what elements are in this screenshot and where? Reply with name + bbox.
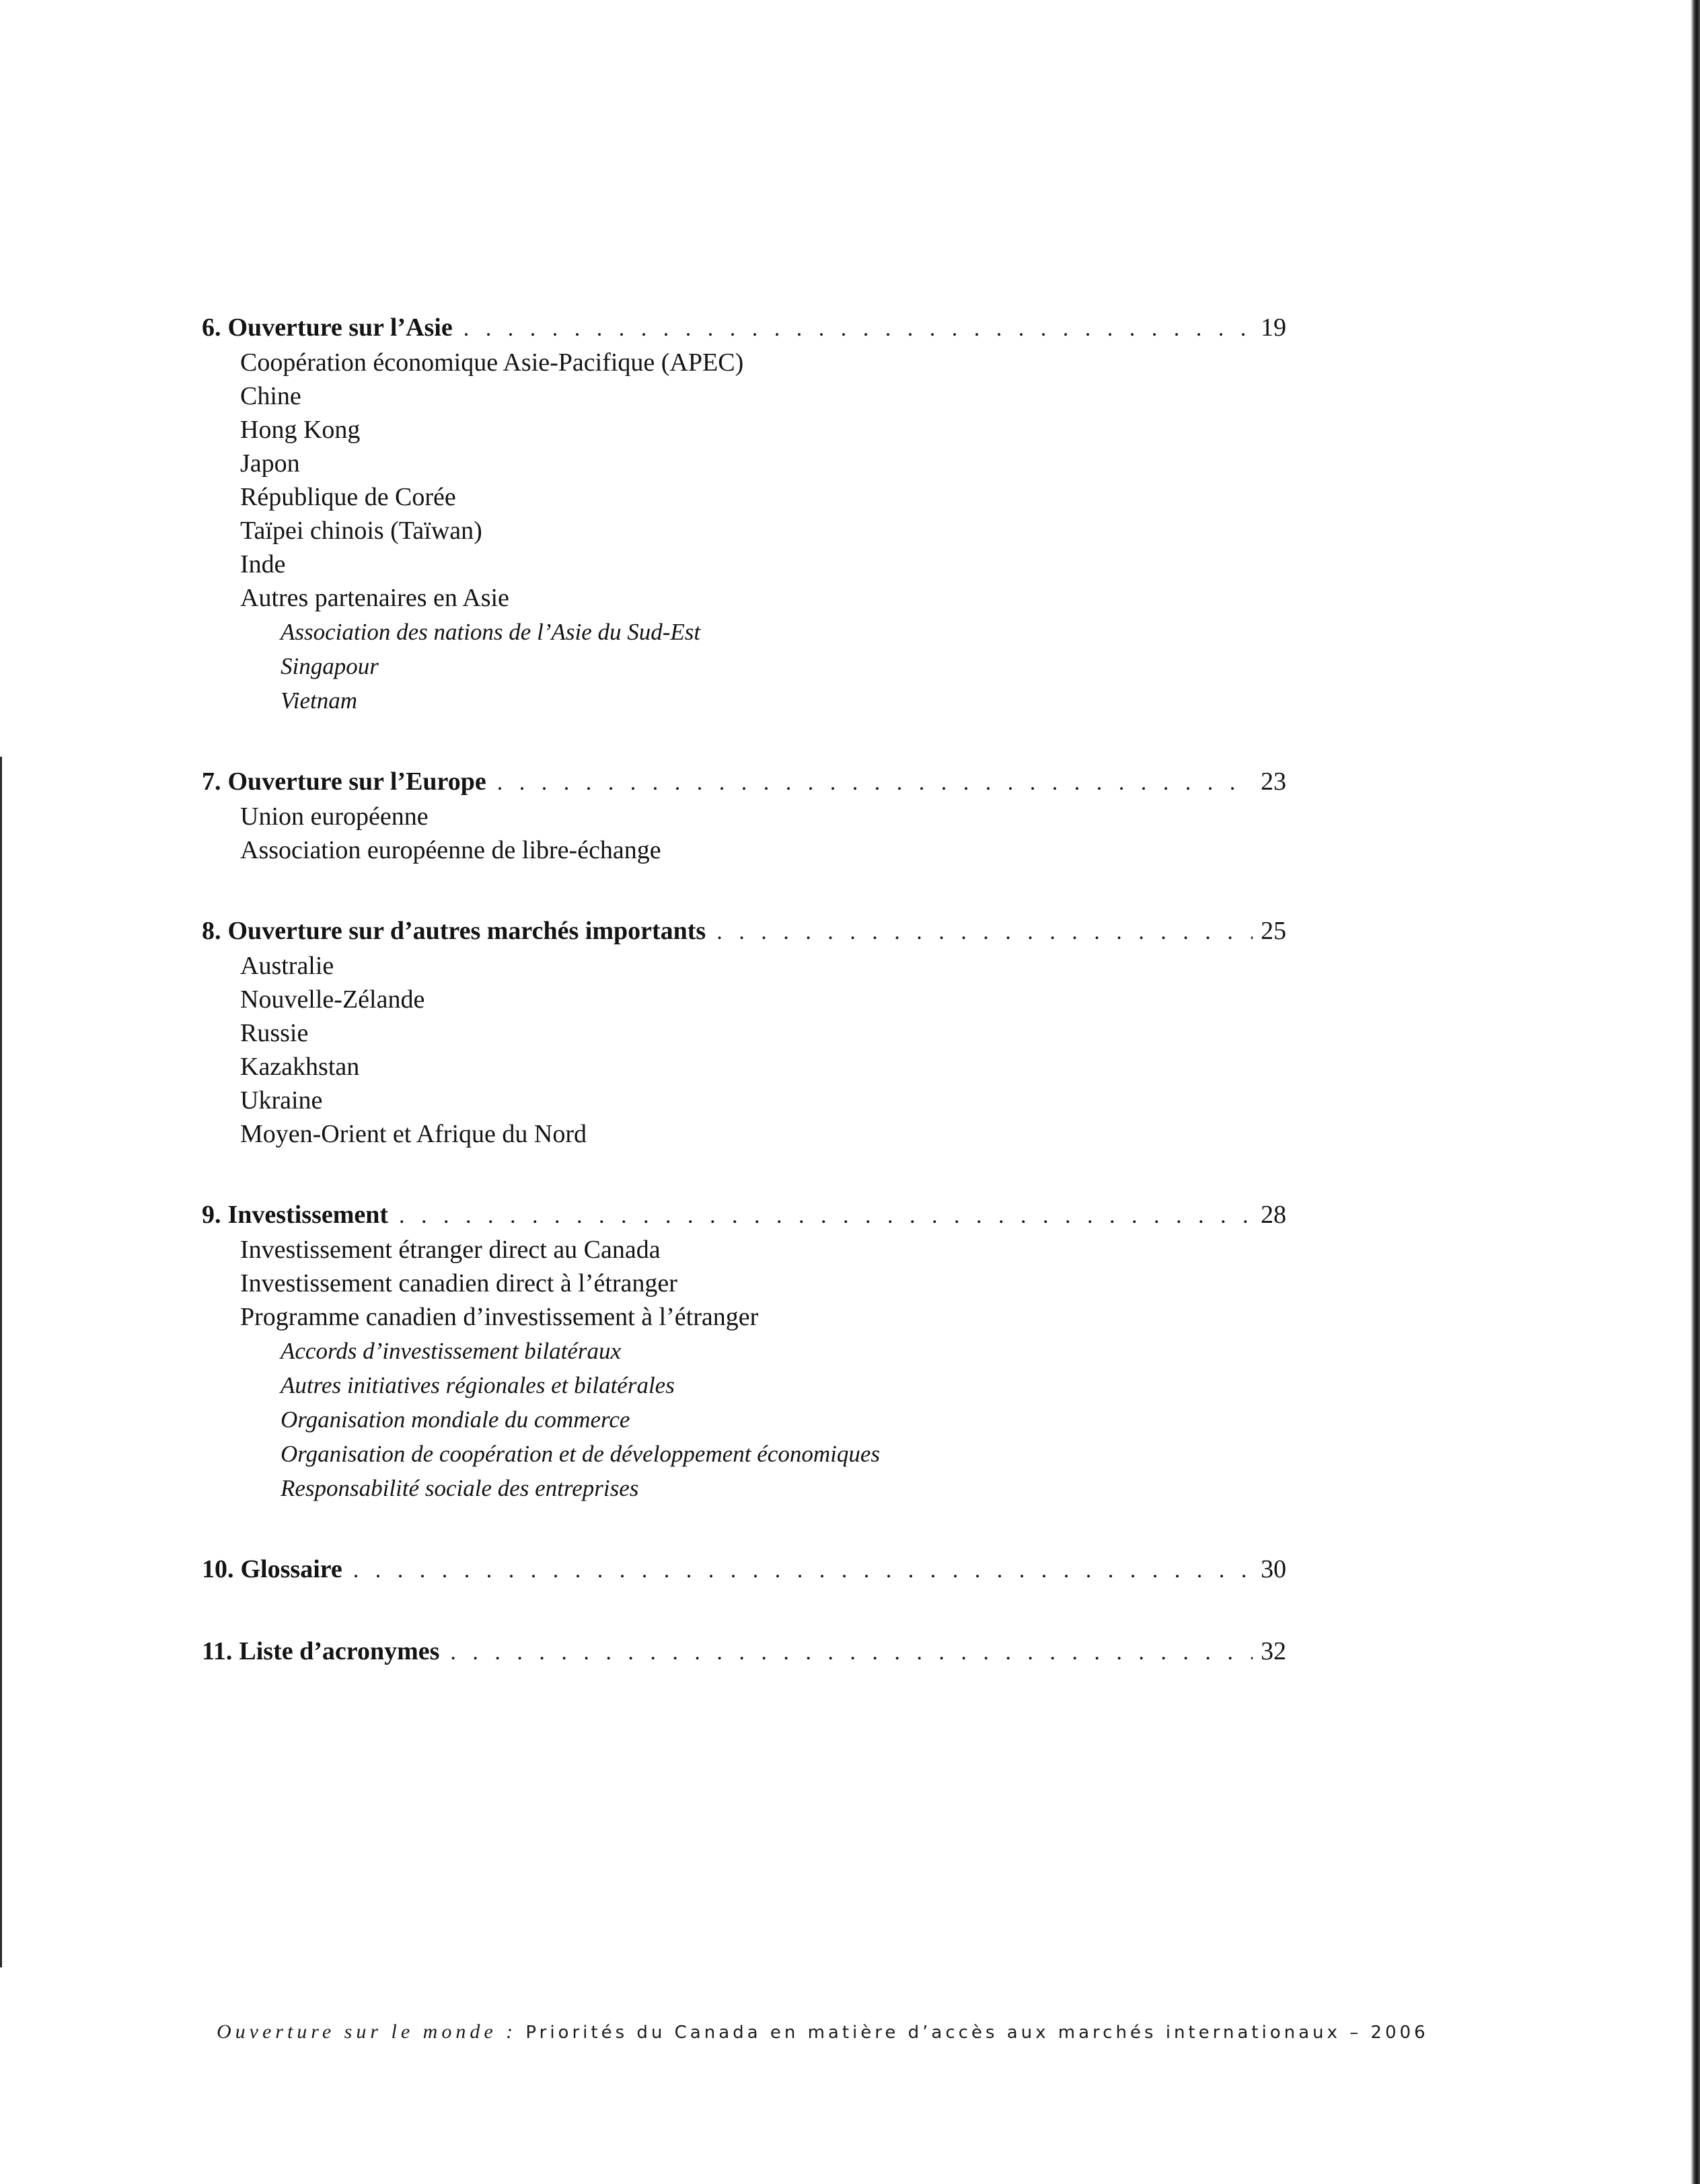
toc-entry-page-number: 23 xyxy=(1261,767,1286,796)
toc-subentry[interactable]: Investissement étranger direct au Canada xyxy=(240,1236,661,1264)
toc-subentry[interactable]: Investissement canadien direct à l’étranger xyxy=(240,1269,677,1297)
toc-entry-number: 11. xyxy=(202,1637,233,1665)
dot-leader xyxy=(399,1199,1253,1233)
toc-entry-number: 9. xyxy=(202,1201,221,1229)
toc-subentry[interactable]: République de Corée xyxy=(240,483,456,511)
toc-subentry[interactable]: Coopération économique Asie-Pacifique (APEC) xyxy=(240,348,744,377)
toc-entry-page-number: 32 xyxy=(1261,1637,1286,1665)
toc-subentry[interactable]: Autres partenaires en Asie xyxy=(240,584,509,612)
scan-edge-shadow xyxy=(1691,0,1700,2184)
toc-subentry-list xyxy=(240,949,1286,1151)
toc-subentry[interactable]: Ukraine xyxy=(240,1086,323,1115)
dot-leader xyxy=(450,1636,1253,1669)
toc-subentry-list xyxy=(240,800,1286,867)
dot-leader xyxy=(497,766,1253,800)
toc-entry-number: 6. xyxy=(202,313,221,342)
toc-entry-page-number: 25 xyxy=(1261,917,1286,945)
page-footer xyxy=(217,2021,1429,2043)
toc-subentry[interactable]: Inde xyxy=(240,550,286,578)
toc-section xyxy=(202,1552,1286,1587)
toc-entry-number: 10. xyxy=(202,1555,234,1583)
footer-subtitle: Priorités du Canada en matière d’accès aux marchés internationaux – 2006 xyxy=(525,2023,1429,2043)
toc-subsubentry[interactable]: Autres initiatives régionales et bilatérales xyxy=(281,1372,675,1398)
toc-subentry[interactable]: Taïpei chinois (Taïwan) xyxy=(240,517,482,545)
toc-entry-title: Investissement xyxy=(227,1201,389,1229)
toc-subentry[interactable]: Chine xyxy=(240,382,301,410)
table-of-contents xyxy=(202,311,1286,1717)
toc-entry-title: Glossaire xyxy=(240,1555,342,1583)
toc-entry-page-number: 28 xyxy=(1261,1201,1286,1229)
toc-subentry[interactable]: Russie xyxy=(240,1019,309,1047)
toc-entry[interactable] xyxy=(202,765,1286,800)
toc-subentry[interactable]: Kazakhstan xyxy=(240,1053,360,1081)
toc-subsubentry[interactable]: Association des nations de l’Asie du Sud-Est xyxy=(281,619,701,645)
toc-section xyxy=(202,1198,1286,1505)
toc-subsubentry-list xyxy=(281,615,1286,718)
toc-subsubentry[interactable]: Singapour xyxy=(281,653,379,679)
toc-subentry[interactable]: Australie xyxy=(240,952,334,980)
toc-subentry[interactable]: Moyen-Orient et Afrique du Nord xyxy=(240,1120,587,1148)
toc-subentry[interactable]: Programme canadien d’investissement à l’étranger xyxy=(240,1303,759,1331)
toc-entry-number: 7. xyxy=(202,767,221,796)
dot-leader xyxy=(464,312,1253,346)
toc-subsubentry[interactable]: Organisation de coopération et de développement économiques xyxy=(281,1441,880,1467)
toc-subsubentry[interactable]: Organisation mondiale du commerce xyxy=(281,1406,630,1433)
toc-subentry-list xyxy=(240,1233,1286,1334)
toc-entry-title: Liste d’acronymes xyxy=(239,1637,440,1665)
toc-entry[interactable] xyxy=(202,914,1286,949)
toc-subentry-list xyxy=(240,346,1286,615)
toc-section xyxy=(202,914,1286,1151)
toc-subentry[interactable]: Association européenne de libre-échange xyxy=(240,836,661,864)
toc-entry-title: Ouverture sur d’autres marchés importants xyxy=(227,917,706,945)
toc-subsubentry-list xyxy=(281,1334,1286,1505)
toc-entry[interactable] xyxy=(202,311,1286,346)
toc-section xyxy=(202,1634,1286,1669)
toc-subentry[interactable]: Nouvelle-Zélande xyxy=(240,985,425,1014)
toc-entry-page-number: 30 xyxy=(1261,1555,1286,1583)
scan-edge-line xyxy=(0,757,2,1967)
dot-leader xyxy=(353,1554,1253,1587)
toc-entry-title: Ouverture sur l’Europe xyxy=(227,767,486,796)
toc-subentry[interactable]: Hong Kong xyxy=(240,416,361,444)
toc-section xyxy=(202,311,1286,718)
toc-section xyxy=(202,765,1286,867)
toc-entry[interactable] xyxy=(202,1634,1286,1669)
toc-subsubentry[interactable]: Accords d’investissement bilatéraux xyxy=(281,1338,622,1364)
toc-subsubentry[interactable]: Vietnam xyxy=(281,687,358,714)
toc-subentry[interactable]: Japon xyxy=(240,449,300,478)
toc-entry[interactable] xyxy=(202,1198,1286,1233)
toc-subsubentry[interactable]: Responsabilité sociale des entreprises xyxy=(281,1475,639,1501)
toc-entry[interactable] xyxy=(202,1552,1286,1587)
toc-entry-page-number: 19 xyxy=(1261,313,1286,342)
toc-entry-title: Ouverture sur l’Asie xyxy=(227,313,453,342)
toc-subentry[interactable]: Union européenne xyxy=(240,802,429,831)
toc-entry-number: 8. xyxy=(202,917,221,945)
footer-publication-title: Ouverture sur le monde : xyxy=(217,2021,517,2043)
dot-leader xyxy=(716,915,1253,949)
